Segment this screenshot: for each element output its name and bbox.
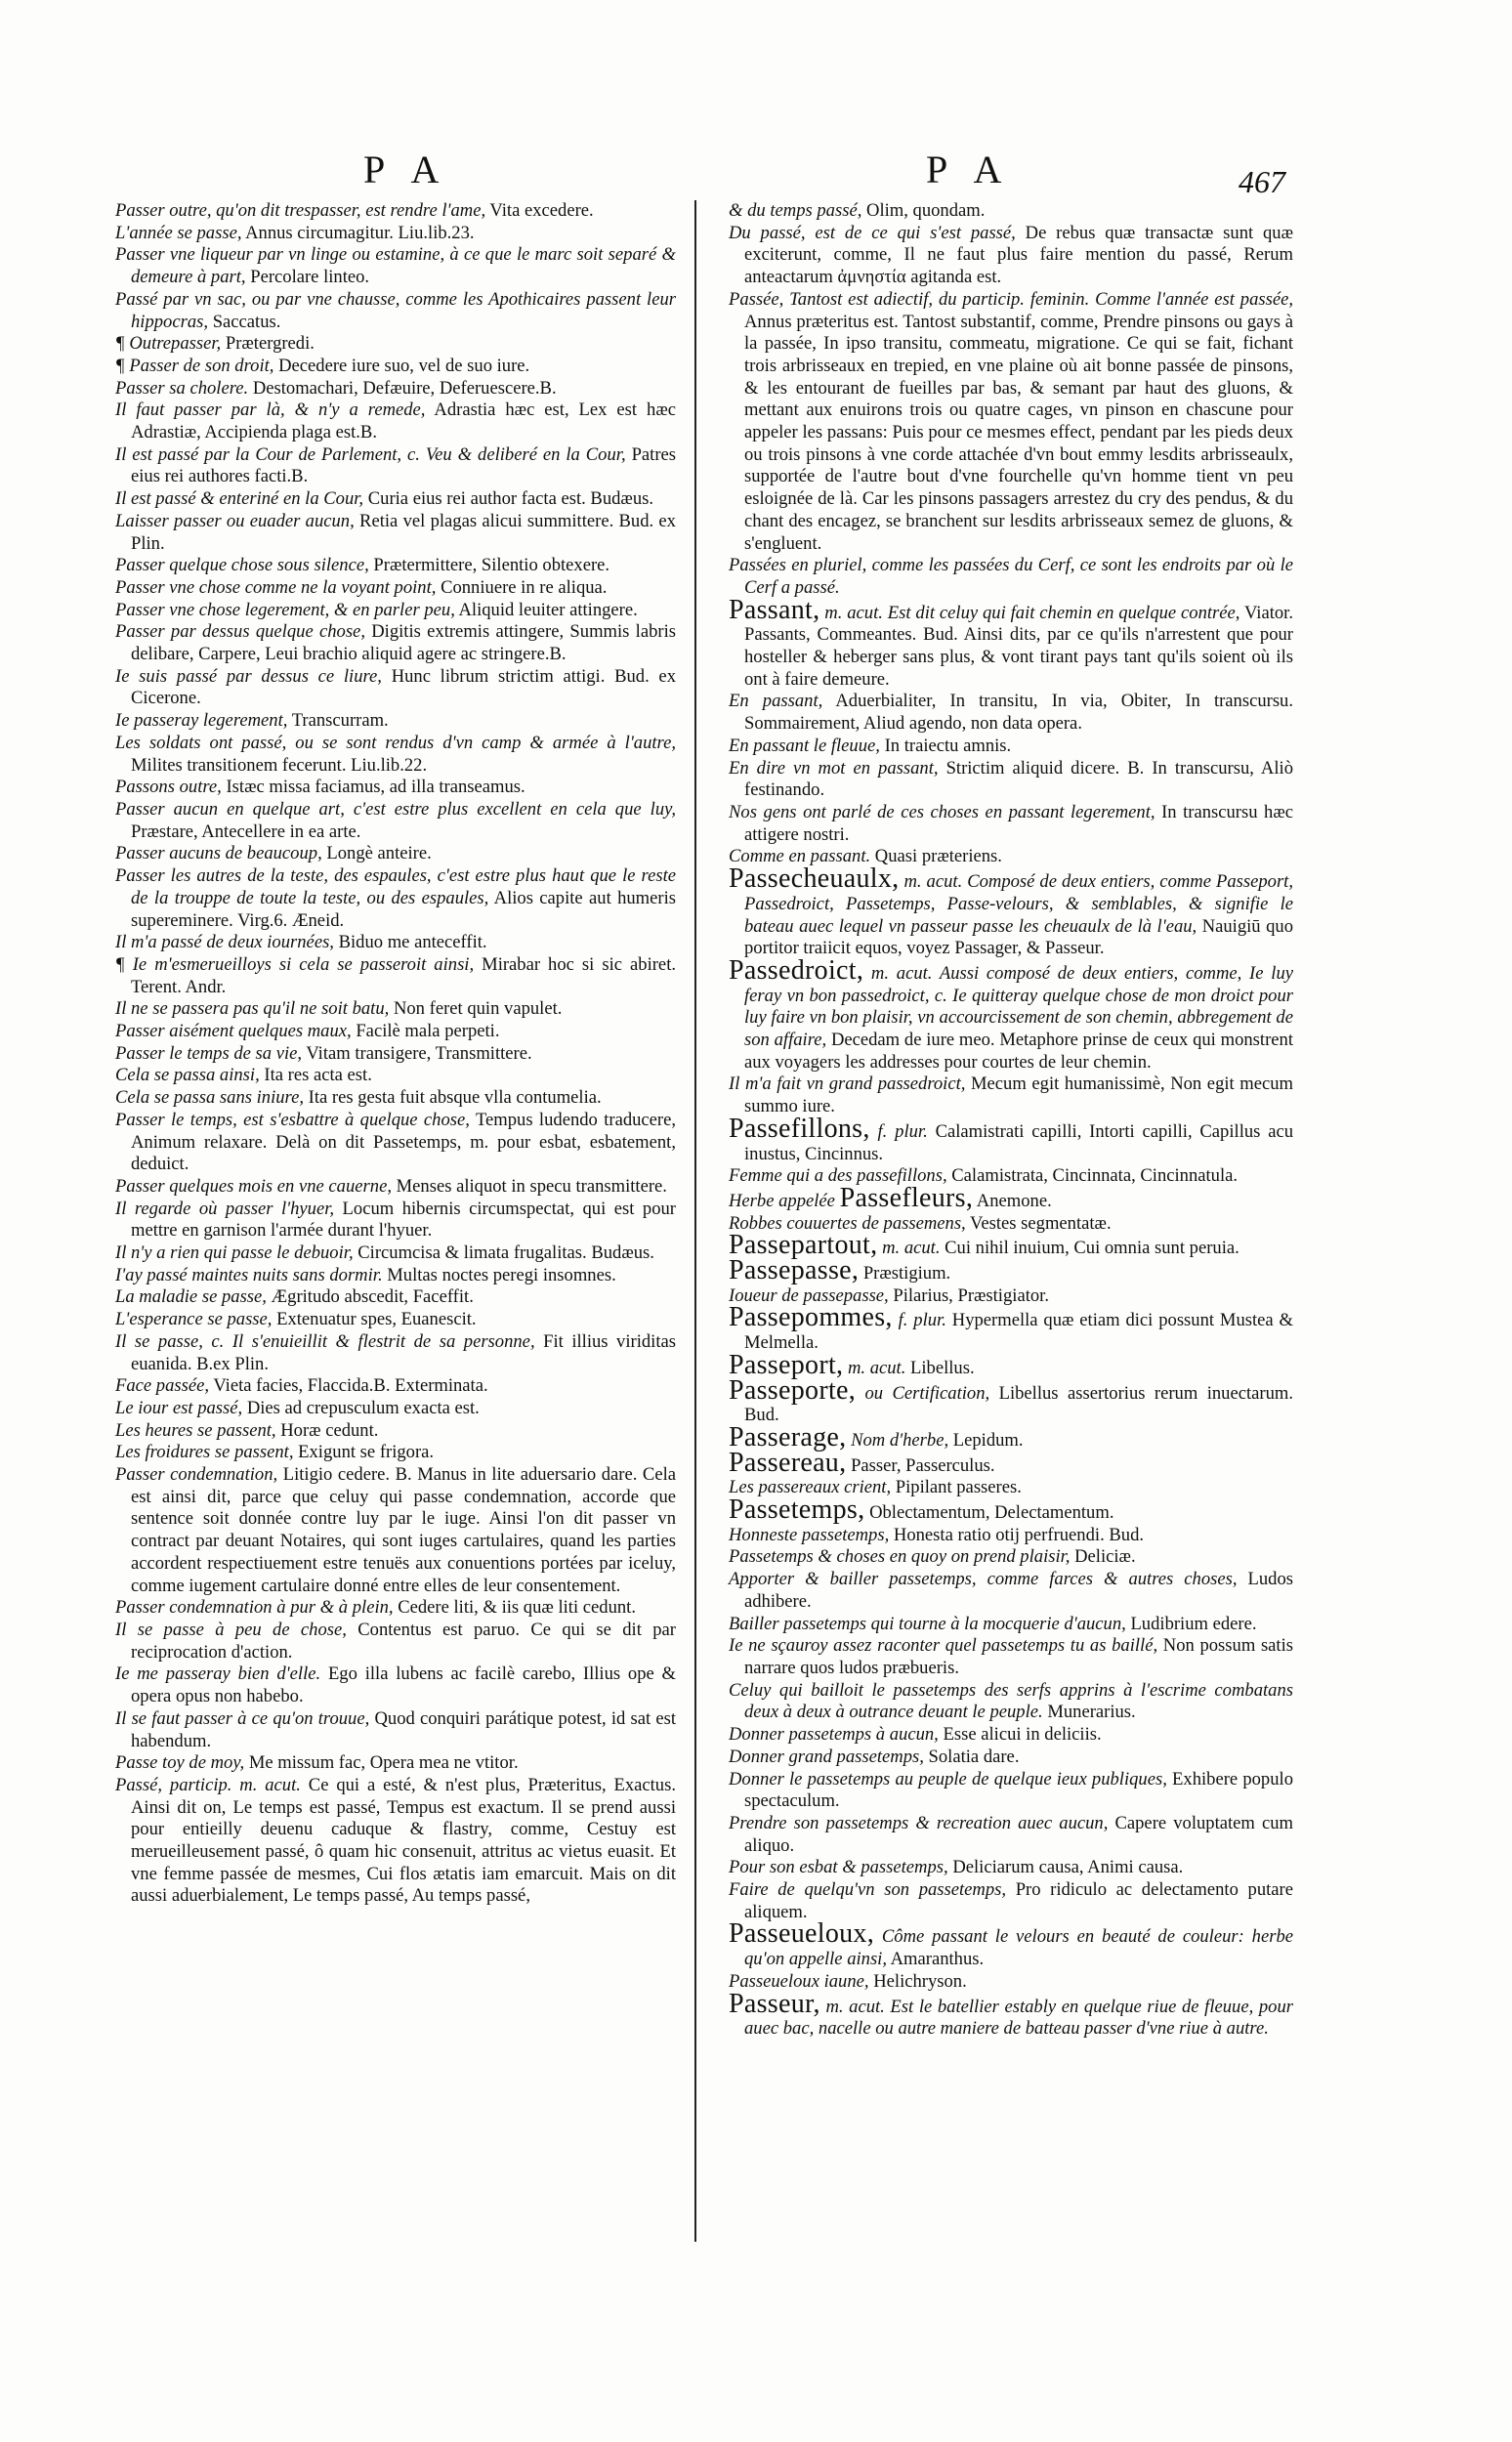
latin-gloss: Decedam de iure meo. Metaphore prinse de ceux qui monstrent aux voyagers les addresses pour courtes de leur chemin.	[744, 1030, 1293, 1073]
french-phrase: Ie suis passé par dessus ce liure,	[115, 665, 382, 687]
latin-gloss: Biduo me anteceffit.	[338, 932, 487, 953]
latin-gloss: Capere voluptatem cum aliquo.	[744, 1812, 1293, 1856]
french-phrase: f. plur.	[898, 1310, 946, 1331]
french-phrase: Passons outre,	[115, 777, 222, 798]
french-phrase: Passer condemnation,	[115, 1464, 278, 1486]
latin-gloss: Vitam transigere, Transmittere.	[306, 1042, 532, 1064]
french-phrase: Les heures se passent,	[115, 1419, 276, 1441]
right-running-head: P A	[926, 147, 1012, 191]
latin-gloss: Aliquid leuiter attingere.	[458, 599, 638, 620]
dictionary-entry	[115, 1464, 676, 1597]
dictionary-entry	[729, 1680, 1293, 1724]
dictionary-entry	[115, 621, 676, 665]
french-phrase: Comme en passant.	[729, 846, 871, 867]
dictionary-entry	[115, 799, 676, 843]
dictionary-entry	[115, 1309, 676, 1331]
dictionary-entry	[729, 1525, 1293, 1547]
latin-gloss: Tempus ludendo traducere, Animum relaxare. Delà on dit Passetemps, m. pour esbat, esbatement, deduict.	[131, 1109, 677, 1175]
dictionary-entry	[729, 289, 1293, 555]
headword: Passeporte,	[729, 1374, 857, 1406]
french-phrase: Apporter & bailler passetemps, comme farces & autres choses,	[729, 1569, 1238, 1590]
dictionary-entry	[115, 356, 676, 378]
headword: Passecheuaulx,	[729, 863, 900, 895]
headword: Passeueloux,	[729, 1918, 875, 1950]
french-phrase: Cela se passa sans iniure,	[115, 1087, 305, 1109]
french-phrase: Donner grand passetemps,	[729, 1746, 924, 1767]
latin-gloss: Oblectamentum, Delectamentum.	[869, 1502, 1114, 1524]
latin-gloss: Præstigium.	[862, 1263, 951, 1284]
latin-gloss: Ce qui a esté, & n'est plus, Præteritus, Exactus. Ainsi dit on, Le temps est passé, Tempus est exactum. Il se prend aussi pour entieilly deuenu caduque & flastry, comme, Cestuy est merueilleusement passé, ô quam hic consenuit, attritus ac vietus euasit. Et vne femme passée de mesmes, Cui flos ætatis iam emarcuit. Mais on dit aussi aduerbialement, Le temps passé, Au temps passé,	[131, 1774, 676, 1907]
dictionary-entry	[115, 511, 676, 555]
dictionary-entry	[115, 1242, 676, 1265]
dictionary-entry	[115, 600, 676, 622]
headword: Passeport,	[729, 1349, 844, 1380]
dictionary-entry	[115, 666, 676, 710]
dictionary-entry	[115, 378, 676, 400]
dictionary-entry	[115, 733, 676, 777]
latin-gloss: Hypermella quæ etiam dici possunt Mustea & Melmella.	[744, 1310, 1294, 1354]
french-phrase: Cela se passa ainsi,	[115, 1065, 260, 1086]
dictionary-entry	[729, 691, 1293, 735]
french-phrase: Passer le temps de sa vie,	[115, 1042, 303, 1064]
dictionary-entry	[115, 577, 676, 600]
dictionary-entry	[115, 1199, 676, 1242]
dictionary-entry	[115, 1331, 676, 1375]
latin-gloss: Ludibrium edere.	[1130, 1613, 1257, 1634]
dictionary-entry	[729, 1113, 1294, 1165]
french-phrase: Passer par dessus quelque chose,	[115, 621, 365, 643]
latin-gloss: Calamistrati capilli, Intorti capilli, Capillus acu inustus, Cincinnus.	[744, 1120, 1294, 1164]
latin-gloss: Esse alicui in deliciis.	[943, 1724, 1102, 1746]
headword: Passant,	[729, 594, 820, 625]
french-phrase: ou Certification,	[864, 1382, 990, 1404]
latin-gloss: Exhibere populo spectaculum.	[744, 1768, 1293, 1812]
latin-gloss: Destomachari, Defæuire, Deferuescere.B.	[252, 377, 557, 399]
latin-gloss: Deliciæ.	[1074, 1546, 1136, 1568]
dictionary-entry	[115, 1087, 676, 1110]
latin-gloss: Solatia dare.	[928, 1746, 1020, 1767]
latin-gloss: Litigio cedere. B. Manus in lite aduersario dare. Cela est ainsi dit, parce que celuy qui passe condemnation, accorde que sentence soit donnée contre luy par le iuge. Ainsi l'on dit passer vn contract par deuant Notaires, qui sont iuges cartulaires, quand les parties accordent respectiuement estre tenuës aux conuentions portées par iceluy, comme iugement cartulaire donné entre elles de leur consentement.	[131, 1464, 676, 1596]
french-phrase: m. acut. Aussi composé de deux entiers, comme, Ie luy feray vn bon passedroict, c. Ie quitteray quelque chose de mon droict pour luy faire vn bon plaisir, vn accourcissement de son chemin, abbregement de son affaire,	[744, 962, 1293, 1051]
latin-gloss: Facilè mala perpeti.	[356, 1021, 500, 1042]
latin-gloss: Præstare, Antecellere in ea arte.	[131, 821, 361, 842]
french-phrase: Il se faut passer à ce qu'on trouue,	[115, 1707, 370, 1729]
french-phrase: Passer quelque chose sous silence,	[115, 555, 369, 576]
latin-gloss: Aduerbialiter, In transitu, In via, Obiter, In transcursu. Sommairement, Aliud agendo, non data opera.	[744, 691, 1294, 735]
french-phrase: Passer vne chose legerement, & en parler peu,	[115, 599, 455, 620]
french-phrase: Les froidures se passent,	[115, 1442, 294, 1463]
latin-gloss: Quod conquiri parátique potest, id sat est habendum.	[131, 1707, 676, 1751]
dictionary-entry	[115, 843, 676, 865]
headword: Passepartout,	[729, 1230, 878, 1261]
french-phrase: m. acut. Est le batellier estably en quelque riue de fleuue, pour auec bac, nacelle ou autre maniere de batteau passer d'vne riue à autre.	[744, 1996, 1293, 2040]
latin-gloss: Horæ cedunt.	[280, 1419, 379, 1441]
latin-gloss: Mirabar hoc si sic abiret. Terent. Andr.	[131, 953, 677, 997]
dictionary-entry	[729, 1074, 1293, 1117]
french-phrase: Prendre son passetemps & recreation auec aucun,	[729, 1812, 1109, 1833]
french-phrase: m. acut.	[882, 1238, 941, 1259]
dictionary-entry	[115, 1663, 676, 1707]
left-running-head: P A	[363, 147, 449, 191]
latin-gloss: Amaranthus.	[890, 1949, 985, 1970]
left-column	[115, 200, 676, 1908]
latin-gloss: Menses aliquot in specu transmittere.	[396, 1175, 667, 1197]
french-phrase: Faire de quelqu'vn son passetemps,	[729, 1879, 1007, 1901]
latin-gloss: Pilarius, Præstigiator.	[893, 1284, 1049, 1306]
page-number: 467	[1239, 164, 1285, 199]
dictionary-entry	[729, 1614, 1293, 1636]
french-phrase: Côme passant le velours en beauté de couleur: herbe qu'on appelle ainsi,	[744, 1926, 1293, 1970]
dictionary-entry	[115, 444, 676, 488]
dictionary-entry	[729, 1255, 1293, 1286]
dictionary-entry	[729, 555, 1293, 599]
dictionary-entry	[729, 1857, 1293, 1879]
latin-gloss: Adrastia hæc est, Lex est hæc Adrastiæ, Accipienda plaga est.B.	[131, 400, 677, 443]
headword: Passereau,	[729, 1447, 847, 1478]
french-phrase: Il faut passer par là, & n'y a remede,	[115, 400, 426, 421]
dictionary-entry	[115, 1398, 676, 1420]
dictionary-entry	[729, 200, 1293, 223]
latin-gloss: Cedere liti, & iis quæ liti cedunt.	[398, 1597, 636, 1619]
latin-gloss: Digitis extremis attingere, Summis labris delibare, Carpere, Leui brachio aliquid agere ac stringere.B.	[131, 621, 676, 665]
dictionary-entry	[729, 223, 1293, 289]
dictionary-entry	[115, 400, 676, 443]
french-phrase: Passe toy de moy,	[115, 1752, 245, 1774]
french-phrase: Il est passé & enteriné en la Cour,	[115, 488, 364, 510]
dictionary-entry	[115, 998, 676, 1021]
dictionary-entry	[115, 200, 676, 223]
french-phrase: Passeueloux iaune,	[729, 1970, 869, 1992]
dictionary-entry	[115, 223, 676, 245]
french-phrase: Il se passe, c. Il s'enuieillit & flestrit de sa personne,	[115, 1330, 535, 1352]
latin-gloss: Annus circumagitur. Liu.lib.23.	[245, 222, 475, 243]
latin-gloss: Olim, quondam.	[866, 200, 986, 221]
latin-gloss: In transcursu hæc attigere nostri.	[744, 801, 1293, 845]
latin-gloss: Libellus assertorius rerum inuectarum. Bud.	[744, 1382, 1294, 1426]
latin-gloss: Viator. Passants, Commeantes. Bud. Ainsi dits, par ce qu'ils n'arrestent que pour hosteller & heberger sans plus, & vont tirant pays tant qu'ils soient où ils ont à faire demeure.	[744, 602, 1293, 690]
latin-gloss: Exigunt se frigora.	[298, 1442, 435, 1463]
latin-gloss: Extenuatur spes, Euanescit.	[276, 1309, 477, 1330]
latin-gloss: Longè anteire.	[326, 843, 432, 864]
latin-gloss: Transcurram.	[291, 710, 389, 732]
french-phrase: Passer aucuns de beaucoup,	[115, 843, 322, 864]
french-phrase: Bailler passetemps qui tourne à la mocquerie d'aucun,	[729, 1613, 1126, 1634]
latin-gloss: Calamistrata, Cincinnata, Cincinnatula.	[951, 1165, 1239, 1187]
french-phrase: L'année se passe,	[115, 222, 242, 243]
french-phrase: Il m'a fait vn grand passedroict,	[729, 1074, 966, 1095]
dictionary-entry	[115, 1110, 676, 1176]
french-phrase: Ie me passeray bien d'elle.	[115, 1663, 321, 1685]
latin-gloss: Prætermittere, Silentio obtexere.	[373, 555, 610, 576]
french-phrase: Nom d'herbe,	[851, 1429, 949, 1451]
dictionary-entry	[729, 1635, 1293, 1679]
latin-gloss: Passer, Passerculus.	[851, 1454, 995, 1476]
dictionary-entry	[729, 1165, 1293, 1188]
french-phrase: ¶ Ie m'esmerueilloys si cela se passeroit ainsi,	[115, 953, 475, 975]
latin-gloss: Mecum egit humanissimè, Non egit mecum summo iure.	[744, 1074, 1294, 1117]
dictionary-entry	[115, 1065, 676, 1087]
latin-gloss: Multas noctes peregi insomnes.	[387, 1264, 616, 1285]
french-phrase: La maladie se passe,	[115, 1286, 267, 1308]
dictionary-entry	[729, 736, 1293, 758]
dictionary-entry	[729, 954, 1293, 1074]
french-phrase: Les soldats ont passé, ou se sont rendus d'vn camp & armée à l'autre,	[115, 732, 676, 753]
dictionary-entry	[729, 594, 1293, 692]
french-phrase: Passer vne liqueur par vn linge ou estamine, à ce que le marc soit separé & demeure à part,	[115, 244, 676, 288]
dictionary-entry	[729, 1813, 1293, 1857]
dictionary-entry	[115, 1043, 676, 1066]
headword: Passefillons,	[729, 1113, 870, 1144]
latin-gloss: In traiectu amnis.	[884, 735, 1012, 756]
latin-gloss: Cui nihil inuium, Cui omnia sunt peruia.	[945, 1238, 1239, 1259]
dictionary-entry	[729, 1918, 1293, 1970]
latin-gloss: Anemone.	[976, 1190, 1052, 1211]
latin-gloss: Vieta facies, Flaccida.B. Exterminata.	[213, 1375, 488, 1397]
french-phrase: Passer condemnation à pur & à plein,	[115, 1597, 394, 1619]
dictionary-entry	[115, 289, 676, 333]
latin-gloss: Decedere iure suo, vel de suo iure.	[278, 355, 530, 376]
dictionary-entry	[115, 1176, 676, 1199]
french-phrase: Il n'y a rien qui passe le debuoir,	[115, 1242, 354, 1264]
latin-gloss: Helichryson.	[873, 1970, 967, 1992]
dictionary-entry	[115, 777, 676, 799]
dictionary-entry	[729, 1182, 1293, 1213]
french-phrase: Passer quelques mois en vne cauerne,	[115, 1175, 392, 1197]
french-phrase: Ie ne sçauroy assez raconter quel passetemps tu as baillé,	[729, 1635, 1158, 1657]
headword: Passepasse,	[729, 1255, 860, 1286]
french-phrase: Robbes couuertes de passemens,	[729, 1212, 966, 1234]
latin-gloss: Ita res acta est.	[264, 1065, 372, 1086]
latin-gloss: Pro ridiculo ac delectamento putare aliquem.	[744, 1879, 1293, 1922]
dictionary-entry	[115, 1420, 676, 1443]
french-phrase: m. acut. Est dit celuy qui fait chemin en quelque contrée,	[824, 602, 1240, 623]
dictionary-entry	[729, 1374, 1294, 1427]
dictionary-entry	[729, 1747, 1293, 1769]
french-phrase: ¶ Passer de son droit,	[115, 355, 274, 376]
latin-gloss: Curia eius rei author facta est. Budæus.	[367, 488, 654, 510]
dictionary-entry	[115, 1021, 676, 1043]
dictionary-entry	[115, 954, 676, 998]
dictionary-entry	[115, 244, 676, 288]
french-phrase: Passer vne chose comme ne la voyant point,	[115, 576, 437, 598]
french-phrase: Passer aisément quelques maux,	[115, 1021, 352, 1042]
dictionary-entry	[115, 1775, 676, 1908]
dictionary-entry	[729, 758, 1293, 802]
dictionary-entry	[729, 1569, 1293, 1613]
french-phrase: Donner passetemps à aucun,	[729, 1724, 939, 1746]
french-phrase: Ie passeray legerement,	[115, 710, 288, 732]
headword: Passefleurs,	[839, 1182, 974, 1213]
latin-gloss: Vita excedere.	[489, 200, 594, 221]
french-phrase: ¶ Outrepasser,	[115, 333, 222, 355]
french-phrase: Femme qui a des passefillons,	[729, 1165, 947, 1187]
latin-gloss: Patres eius rei authores facti.B.	[131, 443, 677, 487]
dictionary-entry	[729, 1879, 1293, 1923]
french-phrase: Passer les autres de la teste, des espaules, c'est estre plus haut que le reste de la trouppe de toute la teste, ou des espaules,	[115, 865, 676, 908]
french-phrase: En dire vn mot en passant,	[729, 757, 939, 779]
french-phrase: Passer le temps, est s'esbattre à quelque chose,	[115, 1109, 470, 1130]
latin-gloss: Non possum satis narrare quos ludos præbueris.	[744, 1635, 1294, 1678]
dictionary-entry	[115, 1752, 676, 1775]
dictionary-entry	[729, 1988, 1293, 2041]
dictionary-entry	[729, 1769, 1293, 1813]
french-phrase: Il m'a passé de deux iournées,	[115, 932, 334, 953]
dictionary-entry	[115, 1708, 676, 1752]
latin-gloss: Non feret quin vapulet.	[393, 998, 563, 1020]
latin-gloss: Locum hibernis circumspectat, qui est pour mettre en garnison l'armée durant l'hyuer.	[131, 1198, 676, 1242]
latin-gloss: Pipilant passeres.	[895, 1477, 1022, 1498]
latin-gloss: Ægritudo abscedit, Faceffit.	[271, 1286, 474, 1308]
dictionary-entry	[115, 555, 676, 577]
dictionary-entry	[115, 1442, 676, 1464]
latin-gloss: Strictim aliquid dicere. B. In transcursu, Aliò festinando.	[744, 757, 1293, 801]
dictionary-entry	[115, 1286, 676, 1309]
dictionary-entry	[115, 1597, 676, 1620]
french-phrase: m. acut.	[847, 1357, 906, 1378]
latin-gloss: Istæc missa faciamus, ad illa transeamus.	[226, 777, 525, 798]
headword: Passerage,	[729, 1421, 847, 1453]
french-phrase: Il regarde où passer l'hyuer,	[115, 1198, 335, 1219]
latin-gloss: Me missum fac, Opera mea ne vtitor.	[248, 1752, 519, 1774]
latin-gloss: Vestes segmentatæ.	[970, 1212, 1112, 1234]
latin-gloss: Milites transitionem fecerunt. Liu.lib.22.	[131, 754, 428, 776]
headword: Passetemps,	[729, 1495, 865, 1526]
latin-gloss: Honesta ratio otij perfruendi. Bud.	[893, 1524, 1145, 1545]
latin-gloss: Hunc librum strictim attigi. Bud. ex Cicerone.	[131, 665, 676, 709]
french-phrase: Celuy qui bailloit le passetemps des serfs apprins à l'escrime combatans deux à deux à outrance deuant le peuple.	[729, 1679, 1293, 1723]
dictionary-entry	[115, 710, 676, 733]
latin-gloss: Fit illius viriditas euanida. B.ex Plin.	[131, 1330, 676, 1374]
french-phrase: Passé par vn sac, ou par vne chausse, comme les Apothicaires passent leur hippocras,	[115, 288, 676, 332]
latin-gloss: Ludos adhibere.	[744, 1569, 1293, 1612]
latin-gloss: Alios capite aut humeris supereminere. Virg.6. Æneid.	[131, 887, 676, 931]
dictionary-entry	[115, 932, 676, 954]
column-divider	[694, 200, 696, 2242]
french-phrase: Passées en pluriel, comme les passées du Cerf, ce sont les endroits par où le Cerf a passé.	[729, 555, 1293, 598]
latin-gloss: Annus præteritus est. Tantost substantif, comme, Prendre pinsons ou gays à la passée, In ipso transitu, commeatu, migratione. Ce qui se fait, fichant trois arbrisseaux en trepied, en vne plaine où ait bonne passée de pinsons, & les entourant de fueilles par bas, & semant par haut des gluons, & mettant aux enuirons trois ou quatre cages, vn pinson en chascune pour appeler les passans: Puis pour ce mesmes effect, pendant par les pieds deux ou trois pinsons à vne corde attachée d'vn bout emmy lesdits arbrisseaulx, supportée de l'autre bout d'vne fourchelle qu'vn homme tient vn peu esloignée de là. Car les pinsons passagers arrestez du cry des pendus, & du chant des encagez, se branchent sur lesdits arbrisseaux semez de gluons, & s'engluent.	[744, 311, 1293, 554]
dictionary-entry	[729, 1447, 1293, 1478]
headword: Passedroict,	[729, 954, 864, 986]
french-phrase: & du temps passé,	[729, 200, 862, 221]
right-column	[729, 200, 1293, 2041]
latin-gloss: Lepidum.	[952, 1429, 1024, 1451]
dictionary-entry	[115, 865, 676, 932]
latin-gloss: Libellus.	[910, 1357, 975, 1378]
dictionary-entry	[729, 1546, 1293, 1569]
latin-gloss: Saccatus.	[212, 311, 281, 332]
latin-gloss: Quasi præteriens.	[874, 846, 1002, 867]
dictionary-entry	[729, 1302, 1294, 1354]
latin-gloss: Munerarius.	[1047, 1702, 1136, 1723]
french-phrase: En passant,	[729, 691, 823, 712]
french-phrase: Passé, particip. m. acut.	[115, 1774, 301, 1795]
headword: Passeur,	[729, 1988, 820, 2019]
latin-gloss: Contentus est paruo. Ce qui se dit par reciprocation d'action.	[131, 1620, 676, 1663]
latin-gloss: Nauigiū quo portitor traiicit equos, voyez Passager, & Passeur.	[744, 915, 1293, 959]
latin-gloss: Circumcisa & limata frugalitas. Budæus.	[357, 1242, 654, 1264]
french-phrase: Passée, Tantost est adiectif, du particip. feminin. Comme l'année est passée,	[729, 288, 1293, 310]
dictionary-entry	[115, 1265, 676, 1287]
french-phrase: f. plur.	[877, 1120, 928, 1142]
headword: Passepommes,	[729, 1302, 893, 1333]
latin-gloss: Deliciarum causa, Animi causa.	[952, 1857, 1184, 1878]
french-phrase: Il se passe à peu de chose,	[115, 1620, 347, 1640]
dictionary-entry	[115, 488, 676, 511]
french-phrase: En passant le fleuue,	[729, 735, 880, 756]
french-phrase: Face passée,	[115, 1375, 210, 1397]
french-phrase: L'esperance se passe,	[115, 1309, 273, 1330]
dictionary-entry	[729, 802, 1293, 846]
dictionary-entry	[729, 1724, 1293, 1747]
latin-gloss: Ego illa lubens ac facilè carebo, Illius ope & opera opus non habebo.	[131, 1663, 676, 1707]
dictionary-entry	[115, 333, 676, 356]
latin-gloss: De rebus quæ transactæ sunt quæ exciterunt, comme, Il ne faut plus faire mention du passé, Rerum anteactarum ἀμνηστία agitanda est.	[744, 222, 1293, 288]
french-phrase: I'ay passé maintes nuits sans dormir.	[115, 1264, 383, 1285]
french-phrase: Il ne se passera pas qu'il ne soit batu,	[115, 998, 390, 1020]
french-phrase: Nos gens ont parlé de ces choses en passant legerement,	[729, 801, 1155, 822]
dictionary-entry	[115, 1620, 676, 1663]
french-phrase: Il est passé par la Cour de Parlement, c. Veu & deliberé en la Cour,	[115, 443, 626, 465]
french-phrase: Passer aucun en quelque art, c'est estre plus excellent en cela que luy,	[115, 798, 676, 820]
latin-gloss: Dies ad crepusculum exacta est.	[246, 1397, 480, 1418]
french-phrase: Pour son esbat & passetemps,	[729, 1857, 948, 1878]
latin-gloss: Ita res gesta fuit absque vlla contumelia.	[308, 1087, 602, 1109]
dictionary-entry	[729, 1495, 1293, 1526]
french-phrase: Donner le passetemps au peuple de quelque ieux publiques,	[729, 1768, 1167, 1789]
latin-gloss: Percolare linteo.	[250, 267, 370, 288]
french-phrase: m. acut. Composé de deux entiers, comme Passeport, Passedroict, Passetemps, Passe-velours, & semblables, & signifie le bateau auec lequel vn passeur passe les cheuaulx de là l'eau,	[744, 871, 1293, 937]
french-phrase: Le iour est passé,	[115, 1397, 243, 1418]
french-phrase: Passer outre, qu'on dit trespasser, est rendre l'ame,	[115, 200, 486, 221]
french-phrase: Herbe appelée	[729, 1190, 835, 1211]
latin-gloss: Retia vel plagas alicui summittere. Bud. ex Plin.	[131, 510, 676, 554]
french-phrase: Honneste passetemps,	[729, 1524, 890, 1545]
french-phrase: Du passé, est de ce qui s'est passé,	[729, 222, 1016, 243]
french-phrase: Passer sa cholere.	[115, 377, 249, 399]
french-phrase: Passetemps & choses en quoy on prend plaisir,	[729, 1546, 1071, 1568]
dictionary-entry	[115, 1375, 676, 1398]
latin-gloss: Prætergredi.	[225, 333, 315, 355]
french-phrase: Les passereaux crient,	[729, 1477, 892, 1498]
french-phrase: Laisser passer ou euader aucun,	[115, 510, 355, 531]
dictionary-entry	[729, 863, 1293, 960]
french-phrase: Ioueur de passepasse,	[729, 1284, 889, 1306]
latin-gloss: Conniuere in re aliqua.	[441, 576, 608, 598]
